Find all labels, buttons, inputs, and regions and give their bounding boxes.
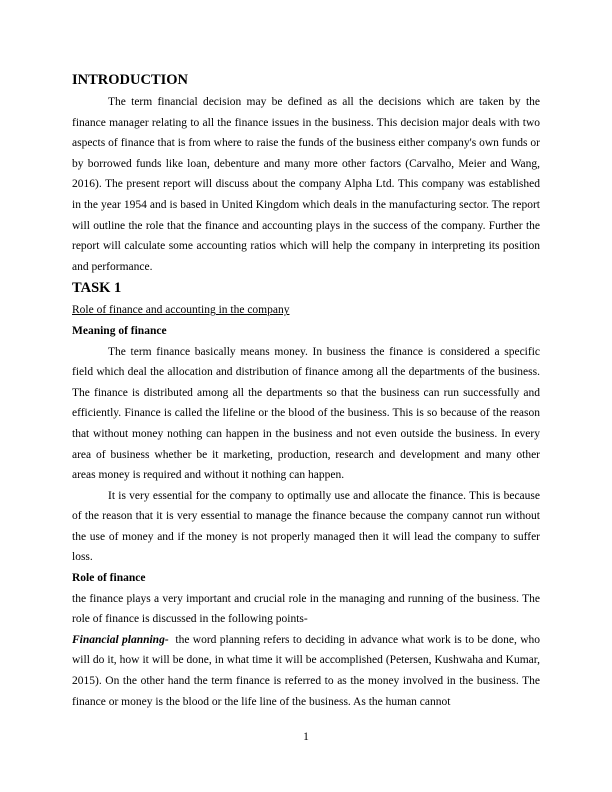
introduction-heading: INTRODUCTION <box>72 72 189 88</box>
section-subheading <box>72 300 540 321</box>
meaning-paragraph-2: It is very essential for the company to optimally use and allocate the finance. This is because of the reason that it is very essential to manage the finance because the company cannot run without the use of money and if the money is not properly managed then it will lead the company to suffer loss. <box>72 489 540 564</box>
financial-planning-paragraph <box>72 630 543 712</box>
meaning-heading: Meaning of finance <box>72 324 167 337</box>
financial-planning-text: the word planning refers to deciding in advance what work is to be done, who will do it, how it will be done, in what time it will be accomplished (Petersen, Kushwaha and Kumar, 2015). On the other hand the term finance is referred to as the money involved in the business. The finance or money is the blood or the life line of the business. As the human cannot <box>72 633 543 708</box>
introduction-paragraph: The term financial decision may be defined as all the decisions which are taken by the finance manager relating to all the finance issues in the business. This decision major deals with two aspects of finance that is from where to raise the funds of the business either company's own funds or by borrowed funds like loan, debenture and many more other factors (Carvalho, Meier and Wang, 2016). The present report will discuss about the company Alpha Ltd. This company was established in the year 1954 and is based in United Kingdom which deals in the manufacturing sector. The report will outline the role that the finance and accounting plays in the success of the company. Further the report will calculate some accounting ratios which will help the company in interpreting its position and performance. <box>72 96 540 273</box>
role-heading: Role of finance <box>72 572 146 585</box>
page-content <box>72 71 543 712</box>
task-heading: TASK 1 <box>72 280 122 297</box>
role-intro-paragraph: the finance plays a very important and crucial role in the managing and running of the business. The role of finance is discussed in the following points- <box>72 592 540 626</box>
meaning-paragraph-1: The term finance basically means money. In business the finance is considered a specific field which deal the allocation and distribution of finance among all the departments of the business. The finance is distributed among all the departments so that the business can run successfully and efficiently. Finance is called the lifeline or the blood of the business. This is so because of the reason that without money nothing can happen in the business and not even outside the business. In every area of business whether be it marketing, production, research and development and many other areas money is required and without it nothing can happen. <box>72 345 540 482</box>
financial-planning-label: Financial planning- <box>72 633 169 646</box>
subheading-text: Role of finance and accounting in the company <box>72 304 290 317</box>
page-number: 1 <box>303 731 309 743</box>
